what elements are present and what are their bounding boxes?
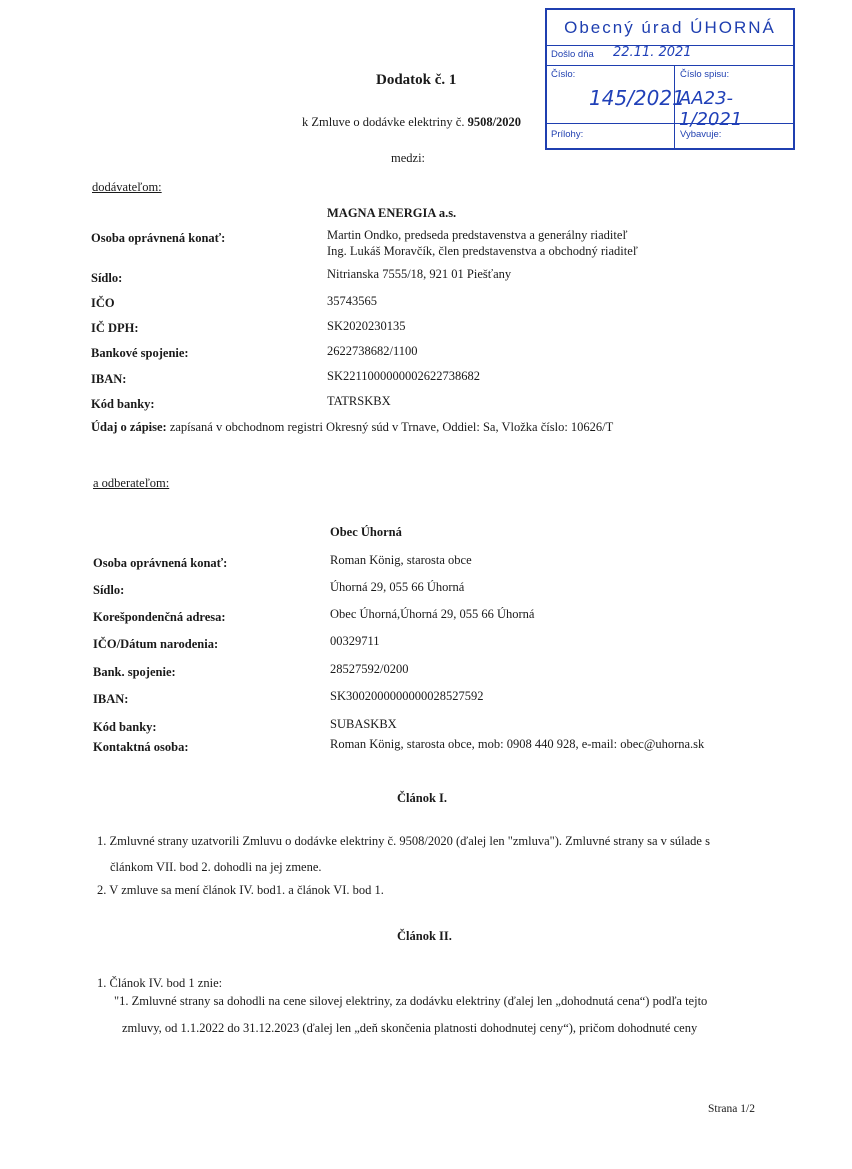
supplier-name: MAGNA ENERGIA a.s.: [327, 206, 457, 220]
article1-heading: Článok I.: [397, 791, 448, 805]
stamp-office-name: Obecný úrad ÚHORNÁ: [547, 10, 793, 46]
supplier-reg-label: Údaj o zápise:: [91, 420, 167, 434]
document-subtitle: [302, 115, 521, 130]
customer-iban-label: IBAN:: [93, 692, 129, 706]
stamp-divider: [674, 66, 675, 150]
customer-rep-label: Osoba oprávnená konať:: [93, 556, 228, 570]
supplier-code-label: Kód banky:: [91, 397, 155, 411]
customer-bank-label: Bank. spojenie:: [93, 665, 176, 679]
customer-name: Obec Úhorná: [330, 525, 402, 539]
customer-corr-label: Korešpondenčná adresa:: [93, 610, 226, 624]
article1-paragraph1-line1: 1. Zmluvné strany uzatvorili Zmluvu o dodávke elektriny č. 9508/2020 (ďalej len "zmluva"). Zmluvné strany sa v súlade s: [97, 834, 710, 848]
stamp-file-value: AA23-1/2021: [679, 88, 743, 130]
supplier-seat-label: Sídlo:: [91, 271, 123, 285]
supplier-dic-value: SK2020230135: [327, 319, 406, 333]
supplier-bank-value: 2622738682/1100: [327, 344, 418, 358]
supplier-bank-label: Bankové spojenie:: [91, 346, 189, 360]
customer-ico-label: IČO/Dátum narodenia:: [93, 637, 219, 651]
customer-heading: a odberateľom:: [93, 476, 170, 490]
between-label: medzi:: [391, 151, 426, 165]
supplier-rep-line1: Martin Ondko, predseda predstavenstva a generálny riaditeľ: [327, 228, 628, 242]
stamp-number-value: 145/2021: [589, 86, 685, 110]
stamp-received-row: [547, 46, 793, 66]
customer-ico-value: 00329711: [330, 634, 380, 648]
customer-code-value: SUBASKBX: [330, 717, 397, 731]
subtitle-prefix: k Zmluve o dodávke elektriny č.: [302, 115, 465, 129]
supplier-ico-value: 35743565: [327, 294, 377, 308]
customer-code-label: Kód banky:: [93, 720, 157, 734]
page-number: Strana 1/2: [708, 1103, 755, 1115]
stamp-received-value: 22.11. 2021: [613, 45, 692, 60]
supplier-heading: dodávateľom:: [92, 180, 162, 194]
stamp-file-label: Číslo spisu:: [680, 69, 730, 80]
supplier-rep-label: Osoba oprávnená konať:: [91, 231, 226, 245]
supplier-rep-line2: Ing. Lukáš Moravčík, člen predstavenstva a obchodný riaditeľ: [327, 244, 638, 258]
article2-paragraph1: 1. Článok IV. bod 1 znie:: [97, 976, 223, 990]
contract-number: 9508/2020: [467, 115, 522, 129]
article2-quote-line1: "1. Zmluvné strany sa dohodli na cene silovej elektriny, za dodávku elektriny (ďalej len „dohodnutá cena“) podľa tejto: [114, 994, 708, 1008]
customer-bank-value: 28527592/0200: [330, 662, 409, 676]
stamp-received-label: Došlo dňa: [551, 49, 594, 60]
customer-contact-label: Kontaktná osoba:: [93, 740, 189, 754]
registry-stamp: [545, 8, 795, 150]
customer-corr-value: Obec Úhorná,Úhorná 29, 055 66 Úhorná: [330, 607, 535, 621]
stamp-number-row: [547, 66, 793, 130]
document-title: Dodatok č. 1: [376, 72, 457, 88]
stamp-attachments-label: Prílohy:: [551, 129, 584, 140]
customer-iban-value: SK3002000000000028527592: [330, 689, 484, 703]
supplier-code-value: TATRSKBX: [327, 394, 391, 408]
customer-rep-value: Roman König, starosta obce: [330, 553, 472, 567]
customer-seat-label: Sídlo:: [93, 583, 125, 597]
supplier-ico-label: IČO: [91, 296, 115, 310]
article1-paragraph1-line2: článkom VII. bod 2. dohodli na jej zmene.: [110, 860, 322, 874]
supplier-iban-value: SK2211000000002622738682: [327, 369, 481, 383]
supplier-seat-value: Nitrianska 7555/18, 921 01 Piešťany: [327, 267, 512, 281]
customer-contact-value: Roman König, starosta obce, mob: 0908 440 928, e-mail: obec@uhorna.sk: [330, 737, 705, 751]
article2-quote-line2: zmluvy, od 1.1.2022 do 31.12.2023 (ďalej len „deň skončenia platnosti dohodnutej ceny“), pričom dohodnuté ceny: [122, 1021, 698, 1035]
supplier-dic-label: IČ DPH:: [91, 321, 139, 335]
customer-seat-value: Úhorná 29, 055 66 Úhorná: [330, 580, 465, 594]
supplier-reg-value: zapísaná v obchodnom registri Okresný súd v Trnave, Oddiel: Sa, Vložka číslo: 10626/T: [169, 420, 614, 434]
supplier-iban-label: IBAN:: [91, 372, 127, 386]
stamp-handles-label: Vybavuje:: [680, 129, 722, 140]
stamp-number-label: Číslo:: [551, 69, 576, 80]
article2-heading: Článok II.: [397, 929, 452, 943]
article1-paragraph2: 2. V zmluve sa mení článok IV. bod1. a článok VI. bod 1.: [97, 883, 384, 897]
supplier-registration: [91, 420, 613, 435]
stamp-attachments-row: [547, 124, 793, 150]
